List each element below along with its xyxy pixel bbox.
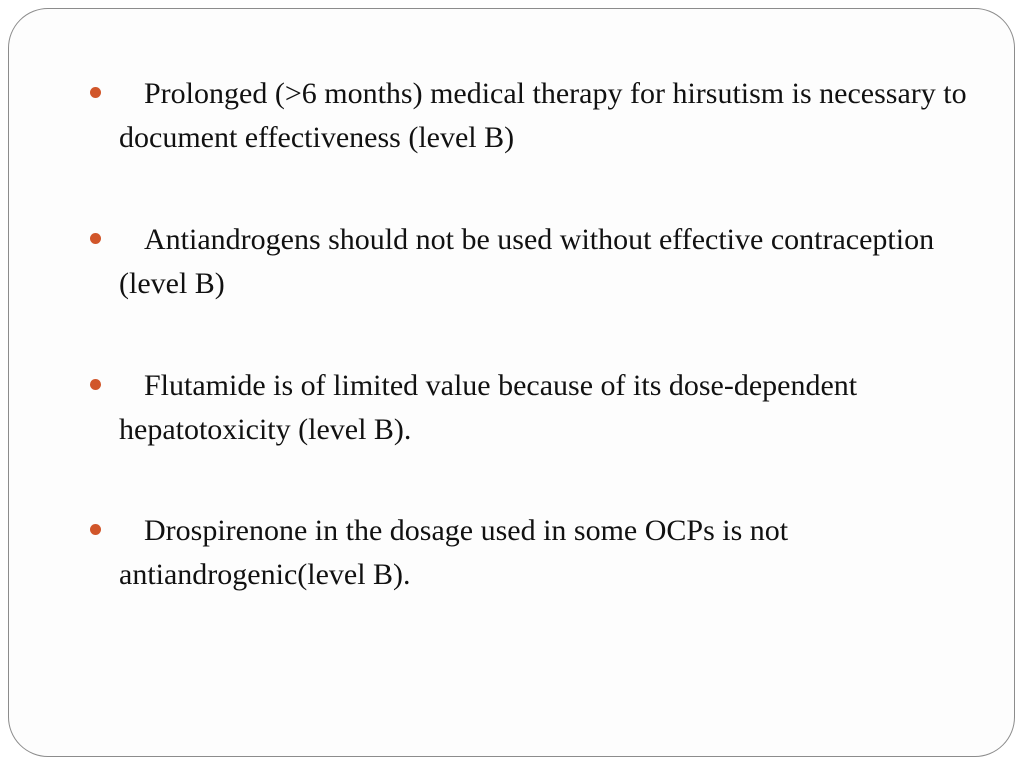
bullet-dot-icon (90, 379, 101, 390)
bullet-item (119, 72, 979, 160)
bullet-text: Flutamide is of limited value because of its dose-dependent hepatotoxicity (level B). (119, 369, 858, 446)
slide-frame (8, 8, 1015, 757)
bullet-text: Drospirenone in the dosage used in some OCPs is not antiandrogenic(level B). (119, 514, 789, 591)
bullet-text: Prolonged (>6 months) medical therapy for hirsutism is necessary to document effectiveness (level B) (119, 77, 967, 154)
bullet-text: Antiandrogens should not be used without effective contraception (level B) (119, 223, 935, 300)
bullet-item (119, 509, 979, 597)
bullet-dot-icon (90, 524, 101, 535)
bullet-item (119, 218, 979, 306)
bullet-item (119, 364, 979, 452)
bullet-dot-icon (90, 233, 101, 244)
bullet-dot-icon (90, 87, 101, 98)
